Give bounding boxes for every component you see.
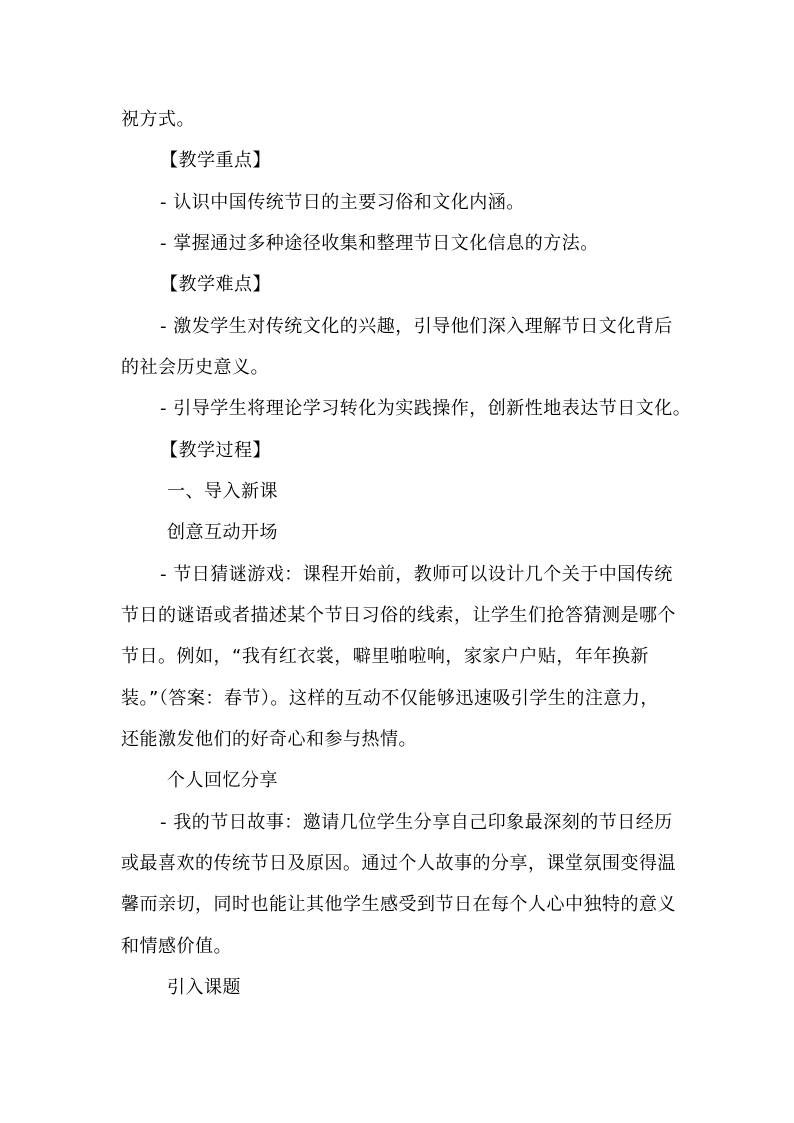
paragraph-riddle-game-line-3: 节日。例如，“我有红衣裳，噼里啪啦响，家家户户贴，年年换新 [121, 646, 649, 667]
bullet-difficulty-1: - 激发学生对传统文化的兴趣，引导他们深入理解节日文化背后 [160, 316, 673, 337]
paragraph-riddle-game-line-1: - 节日猜谜游戏：课程开始前，教师可以设计几个关于中国传统 [160, 564, 673, 585]
subheading-introduce-topic: 引入课题 [167, 977, 241, 998]
paragraph-riddle-game-line-5: 还能激发他们的好奇心和参与热情。 [121, 729, 417, 750]
text-line-continuation: 祝方式。 [121, 109, 195, 130]
subsection-heading-intro: 一、导入新课 [167, 481, 278, 502]
bullet-difficulty-2: - 引导学生将理论学习转化为实践操作，创新性地表达节日文化。 [160, 398, 692, 419]
paragraph-story-line-2: 或最喜欢的传统节日及原因。通过个人故事的分享，课堂氛围变得温 [121, 853, 676, 874]
paragraph-story-line-4: 和情感价值。 [121, 936, 232, 957]
section-heading-difficulties: 【教学难点】 [160, 274, 271, 295]
section-heading-process: 【教学过程】 [160, 440, 271, 461]
bullet-difficulty-1-continued: 的社会历史意义。 [121, 357, 269, 378]
paragraph-riddle-game-line-2: 节日的谜语或者描述某个节日习俗的线索，让学生们抢答猜测是哪个 [121, 605, 676, 626]
subheading-personal-memories: 个人回忆分享 [167, 770, 278, 791]
bullet-key-point-2: - 掌握通过多种途径收集和整理节日文化信息的方法。 [160, 233, 599, 254]
paragraph-story-line-3: 馨而亲切，同时也能让其他学生感受到节日在每个人心中独特的意义 [121, 894, 676, 915]
paragraph-riddle-game-line-4: 装。”（答案：春节）。这样的互动不仅能够迅速吸引学生的注意力， [121, 688, 659, 709]
bullet-key-point-1: - 认识中国传统节日的主要习俗和文化内涵。 [160, 192, 525, 213]
section-heading-key-points: 【教学重点】 [160, 150, 271, 171]
paragraph-story-line-1: - 我的节日故事：邀请几位学生分享自己印象最深刻的节日经历 [160, 812, 673, 833]
subheading-creative-opening: 创意互动开场 [167, 522, 278, 543]
